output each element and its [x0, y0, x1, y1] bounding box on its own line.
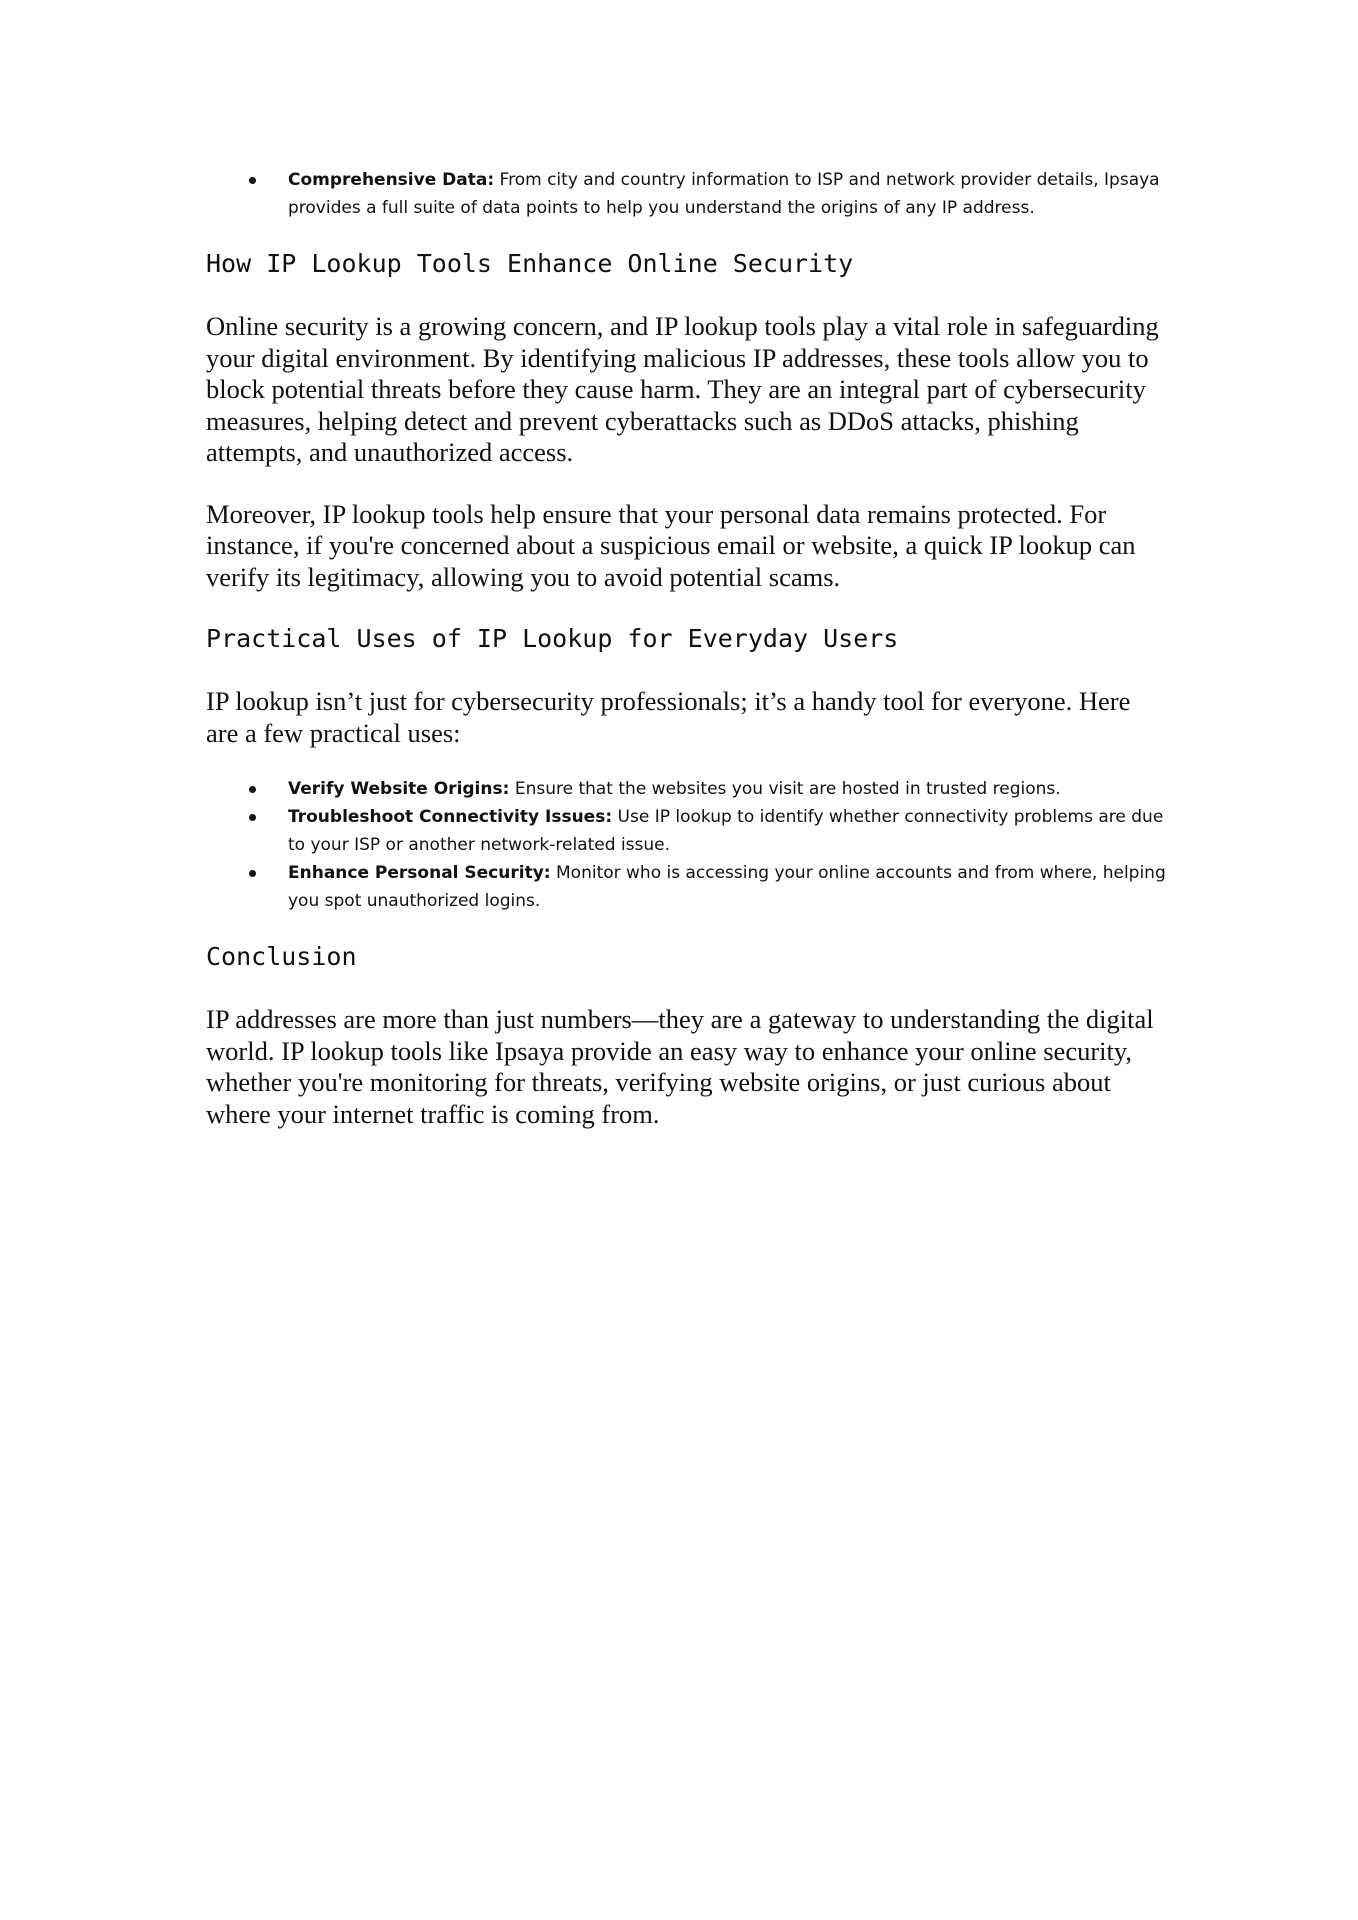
- list-item-term: Comprehensive Data:: [288, 170, 495, 190]
- section-heading-security: How IP Lookup Tools Enhance Online Security: [206, 249, 854, 278]
- paragraph-conclusion: IP addresses are more than just numbers—they are a gateway to understanding the digital world. IP lookup tools like Ipsaya provide an easy way to enhance your online security, whether you're monitoring for threats, verifying website origins, or just curious about where your internet traffic is coming from.: [206, 1004, 1154, 1129]
- list-item-text: Ensure that the websites you visit are hosted in trusted regions.: [509, 779, 1061, 799]
- section-heading-conclusion: Conclusion: [206, 942, 357, 971]
- bullet-icon: [249, 786, 256, 793]
- bullet-icon: [249, 870, 256, 877]
- list-item-term: Enhance Personal Security:: [288, 863, 551, 883]
- paragraph-practical-intro: IP lookup isn’t just for cybersecurity professionals; it’s a handy tool for everyone. Here are a few practical uses:: [206, 686, 1131, 748]
- bullet-icon: [249, 177, 256, 184]
- list-item-term: Troubleshoot Connectivity Issues:: [288, 807, 613, 827]
- feature-list: [206, 166, 1166, 222]
- list-item: [288, 803, 1166, 859]
- bullet-icon: [249, 814, 256, 821]
- list-item-text: Use IP lookup to identify whether connectivity problems are due to your ISP or another network-related issue.: [288, 807, 1164, 855]
- document-body: [206, 166, 1166, 1130]
- list-item-text: Monitor who is accessing your online accounts and from where, helping you spot unauthorized logins.: [288, 863, 1166, 911]
- list-item: [288, 859, 1166, 915]
- list-item: [288, 166, 1166, 222]
- list-item-text: From city and country information to ISP and network provider details, Ipsaya provides a full suite of data points to help you understand the origins of any IP address.: [288, 170, 1160, 218]
- paragraph-security-1: Online security is a growing concern, and IP lookup tools play a vital role in safeguarding your digital environment. By identifying malicious IP addresses, these tools allow you to block potential threats before they cause harm. They are an integral part of cybersecurity measures, helping detect and prevent cyberattacks such as DDoS attacks, phishing attempts, and unauthorized access.: [206, 311, 1159, 467]
- section-heading-practical: Practical Uses of IP Lookup for Everyday Users: [206, 624, 899, 653]
- list-item: [288, 775, 1166, 803]
- paragraph-security-2: Moreover, IP lookup tools help ensure that your personal data remains protected. For instance, if you're concerned about a suspicious email or website, a quick IP lookup can verify its legitimacy, allowing you to avoid potential scams.: [206, 498, 1136, 592]
- practical-uses-list: [206, 775, 1166, 915]
- list-item-term: Verify Website Origins:: [288, 779, 510, 799]
